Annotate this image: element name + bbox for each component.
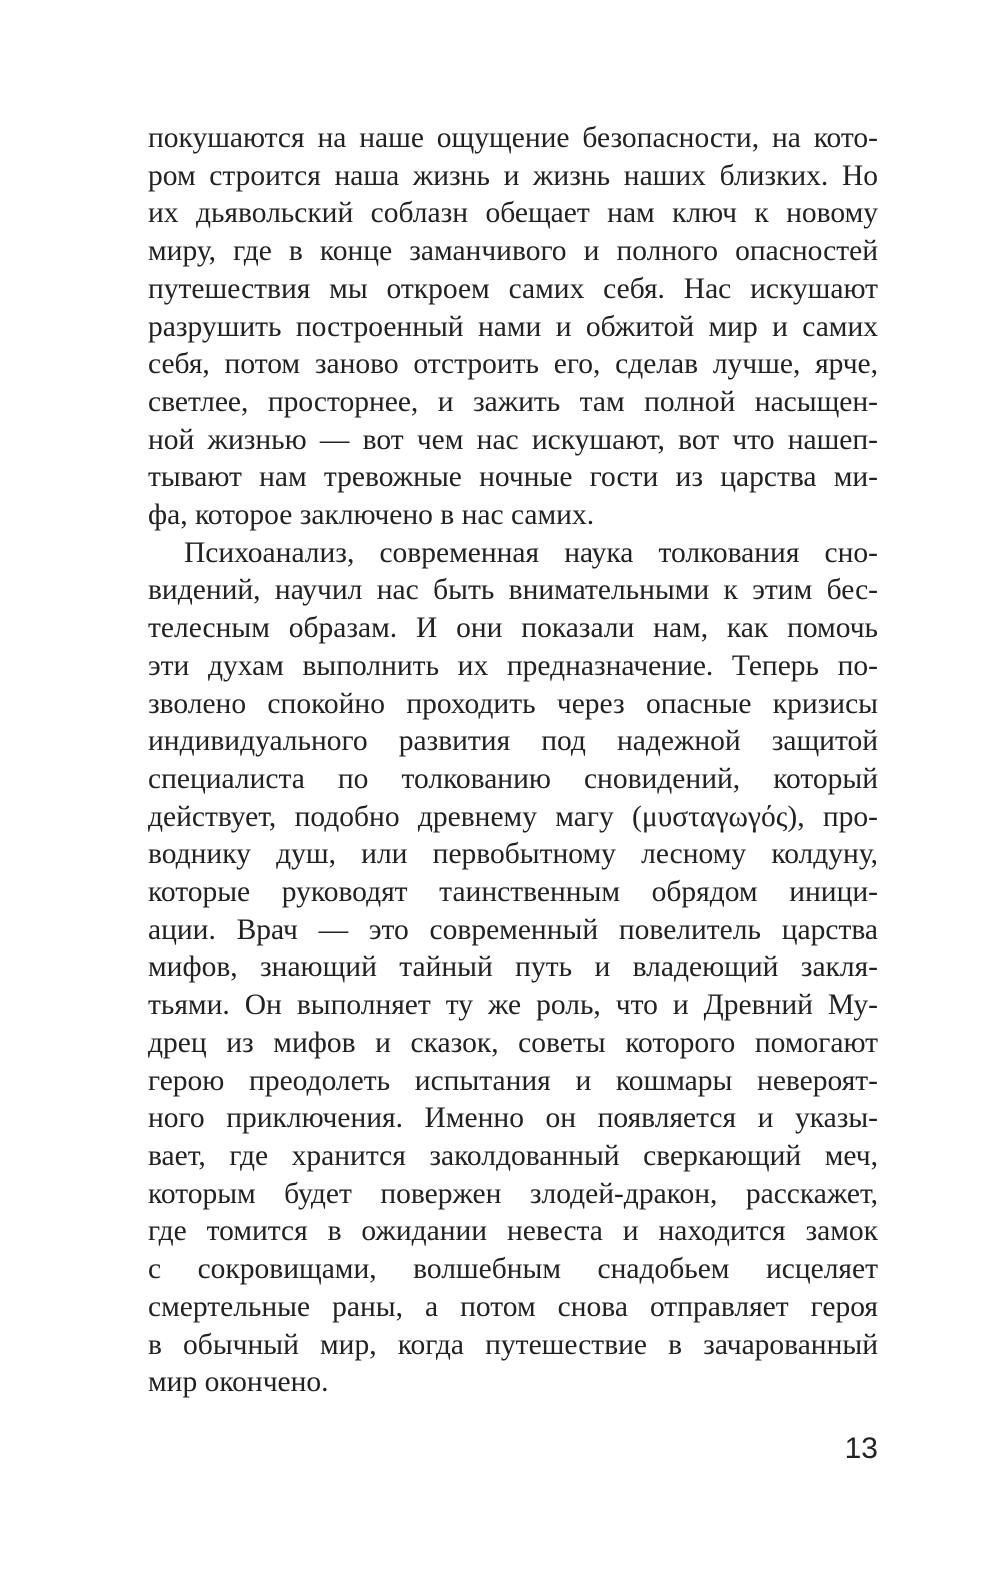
text-line: в обычный мир, когда путешествие в зачарованный [148,1328,878,1361]
text-line: ного приключения. Именно он появляется и указы- [148,1102,878,1135]
text-line: зволено спокойно проходить через опасные кризисы [148,687,878,720]
text-line: разрушить построенный нами и обжитой мир и самих [148,310,878,343]
paragraph-1 [148,120,878,535]
text-line: вает, где хранится заколдованный сверкающий меч, [148,1139,878,1172]
text-line: фа, которое заключено в нас самих. [148,499,595,532]
text-line: мифов, знающий тайный путь и владеющий закля- [148,951,878,984]
text-line: индивидуального развития под надежной защитой [148,725,878,758]
text-line: видений, научил нас быть внимательными к этим бес- [148,574,878,607]
text-line: которым будет повержен злодей-дракон, расскажет, [148,1177,878,1210]
text-line: путешествия мы откроем самих себя. Нас искушают [148,272,878,305]
page-number: 13 [844,1432,878,1465]
text-line: действует, подобно древнему магу (μυσταγωγός), про- [148,800,878,833]
text-line: их дьявольский соблазн обещает нам ключ к новому [148,197,878,230]
text-line: смертельные раны, а потом снова отправляет героя [148,1290,878,1323]
text-line: себя, потом заново отстроить его, сделав лучше, ярче, [148,348,878,381]
text-line: ром строится наша жизнь и жизнь наших близких. Но [148,159,878,192]
text-line: которые руководят таинственным обрядом иници- [148,876,878,909]
text-line: герою преодолеть испытания и кошмары невероят- [148,1064,878,1097]
text-line: миру, где в конце заманчивого и полного опасностей [148,235,878,268]
text-line: ной жизнью — вот чем нас искушают, вот что нашеп- [148,423,878,456]
text-line: телесным образам. И они показали нам, как помочь [148,612,878,645]
text-line: дрец из мифов и сказок, советы которого помогают [148,1026,878,1059]
text-line: где томится в ожидании невеста и находится замок [148,1215,878,1248]
text-line: эти духам выполнить их предназначение. Теперь по- [148,649,878,682]
text-line: покушаются на наше ощущение безопасности, на кото- [148,122,878,154]
text-line: светлее, просторнее, и зажить там полной насыщен- [148,385,878,418]
text-line: тьями. Он выполняет ту же роль, что и Древний Му- [148,989,878,1022]
text-line: Психоанализ, современная наука толкования сно- [184,536,878,569]
text-line: с сокровищами, волшебным снадобьем исцеляет [148,1253,878,1286]
paragraph-2 [148,535,878,1402]
text-line: воднику душ, или первобытному лесному колдуну, [148,838,878,871]
text-line: тывают нам тревожные ночные гости из царства ми- [148,461,878,494]
body-text [148,120,878,1402]
text-line: ации. Врач — это современный повелитель царства [148,913,878,946]
text-line: мир окончено. [148,1366,329,1399]
text-line: специалиста по толкованию сновидений, который [148,762,878,795]
